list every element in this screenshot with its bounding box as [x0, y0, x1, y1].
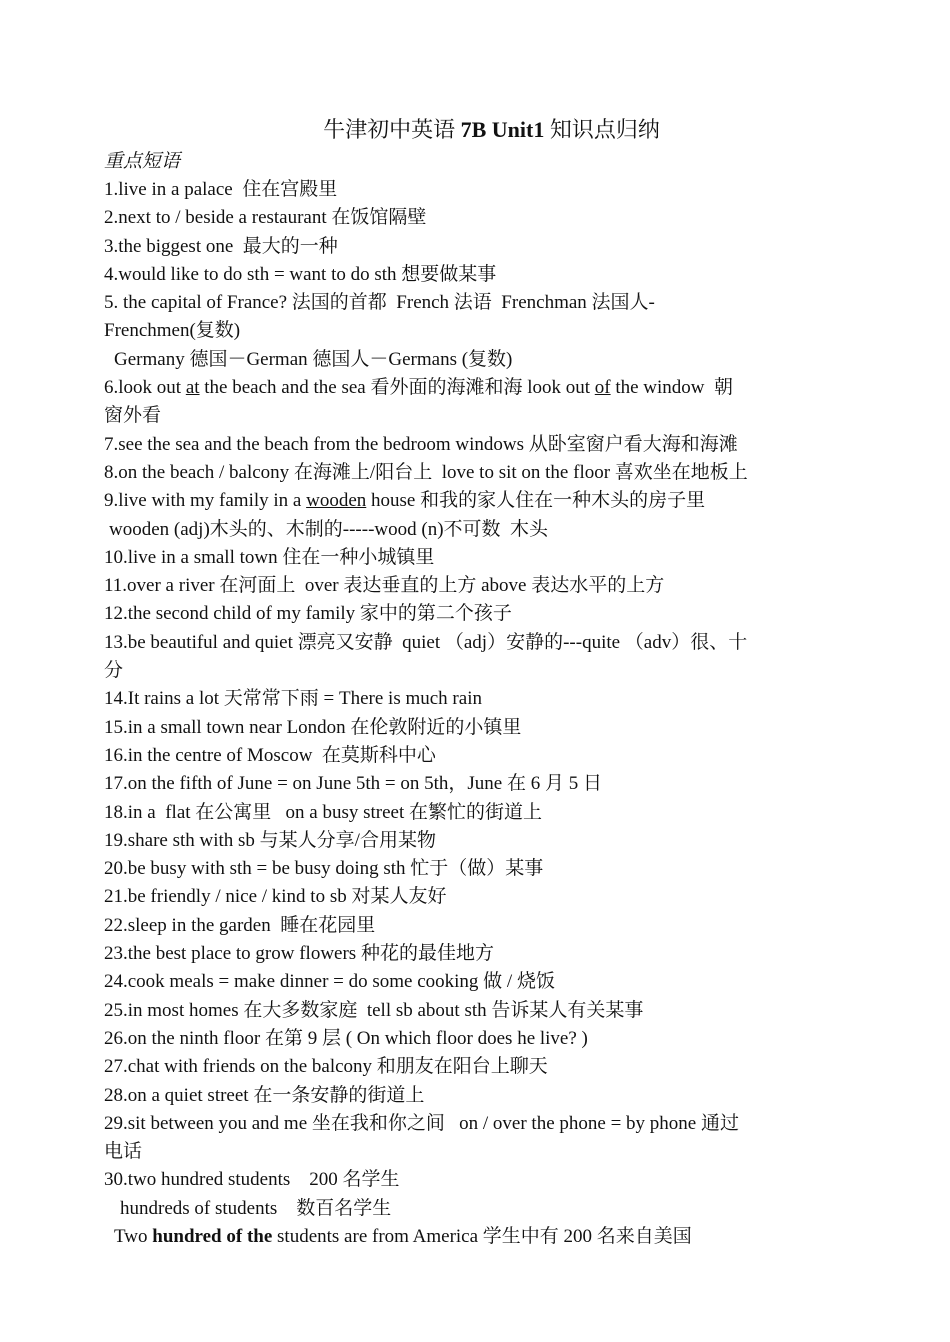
phrase-line: 22.sleep in the garden 睡在花园里: [104, 914, 376, 936]
phrase-line: 26.on the ninth floor 在第 9 层 ( On which floor does he live? ): [104, 1027, 588, 1049]
phrase-line: 10.live in a small town 住在一种小城镇里: [104, 546, 435, 568]
phrase-line: 20.be busy with sth = be busy doing sth 忙于（做）某事: [104, 858, 544, 880]
phrase-line: 16.in the centre of Moscow 在莫斯科中心: [104, 744, 436, 766]
phrase-line: 7.see the sea and the beach from the bedroom windows 从卧室窗户看大海和海滩: [104, 433, 738, 455]
phrase-line: 6.look out at the beach and the sea 看外面的海滩和海 look out of the window 朝: [104, 377, 734, 399]
phrase-line: 17.on the fifth of June = on June 5th = on 5th，June 在 6 月 5 日: [104, 773, 602, 795]
phrase-line: 3.the biggest one 最大的一种: [104, 235, 338, 257]
phrase-line: 28.on a quiet street 在一条安静的街道上: [104, 1084, 425, 1106]
phrase-line: 19.share sth with sb 与某人分享/合用某物: [104, 829, 436, 851]
phrase-line: 13.be beautiful and quiet 漂亮又安静 quiet （adj）安静的---quite （adv）很、十: [104, 631, 748, 653]
phrase-line: 15.in a small town near London 在伦敦附近的小镇里: [104, 716, 522, 738]
phrase-line: 23.the best place to grow flowers 种花的最佳地方: [104, 943, 494, 965]
phrase-line: 21.be friendly / nice / kind to sb 对某人友好: [104, 886, 447, 908]
phrase-line: 1.live in a palace 住在宫殿里: [104, 179, 338, 200]
phrase-line: 18.in a flat 在公寓里 on a busy street 在繁忙的街道上: [104, 801, 543, 823]
phrase-line: 2.next to / beside a restaurant 在饭馆隔壁: [104, 207, 427, 229]
phrase-line: Two hundred of the students are from America 学生中有 200 名来自美国: [114, 1225, 692, 1247]
phrase-line: 30.two hundred students 200 名学生: [104, 1169, 400, 1191]
phrase-line: wooden (adj)木头的、木制的-----wood (n)不可数 木头: [109, 518, 549, 540]
phrase-line: Germany 德国－German 德国人－Germans (复数): [114, 348, 513, 370]
phrase-line: 电话: [104, 1141, 143, 1163]
phrase-line: 分: [104, 660, 124, 682]
phrase-line: 14.It rains a lot 天常常下雨 = There is much rain: [104, 688, 482, 710]
phrase-line: 5. the capital of France? 法国的首都 French 法语 Frenchman 法国人-: [104, 292, 655, 314]
phrase-line: 窗外看: [104, 405, 162, 427]
phrase-line: 8.on the beach / balcony 在海滩上/阳台上 love to sit on the floor 喜欢坐在地板上: [104, 461, 748, 483]
phrase-line: 25.in most homes 在大多数家庭 tell sb about sth 告诉某人有关某事: [104, 999, 644, 1021]
phrase-line: 27.chat with friends on the balcony 和朋友在阳台上聊天: [104, 1056, 548, 1078]
phrase-line: 24.cook meals = make dinner = do some cooking 做 / 烧饭: [104, 971, 555, 993]
document-title: 牛津初中英语 7B Unit1 知识点归纳: [323, 117, 660, 142]
phrase-line: 4.would like to do sth = want to do sth 想要做某事: [104, 263, 497, 285]
phrase-line: 12.the second child of my family 家中的第二个孩子: [104, 603, 512, 625]
phrase-line: Frenchmen(复数): [104, 320, 241, 342]
section-heading: 重点短语: [104, 151, 181, 172]
phrase-line: hundreds of students 数百名学生: [120, 1197, 392, 1219]
document-page: [104, 112, 849, 1251]
phrase-line: 9.live with my family in a wooden house 和我的家人住在一种木头的房子里: [104, 490, 706, 512]
phrase-line: 29.sit between you and me 坐在我和你之间 on / over the phone = by phone 通过: [104, 1112, 739, 1134]
phrase-line: 11.over a river 在河面上 over 表达垂直的上方 above 表达水平的上方: [104, 575, 665, 597]
